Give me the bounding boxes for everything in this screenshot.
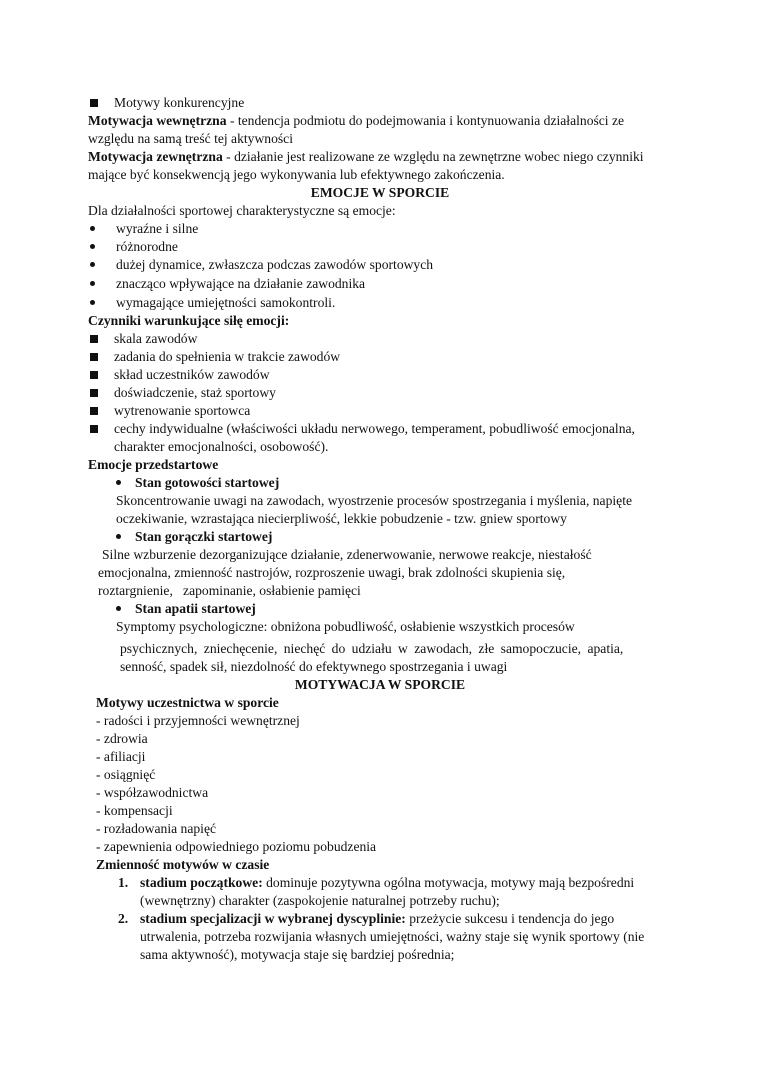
round-bullet-icon bbox=[116, 480, 121, 485]
stage-2-line-3: sama aktywność), motywacja staje się bardziej pośrednia; bbox=[140, 947, 455, 962]
participation-item: - zdrowia bbox=[96, 731, 148, 746]
round-bullet-icon bbox=[90, 262, 95, 267]
readiness-text-2: oczekiwanie, wzrastająca niecierpliwość, lekkie pobudzenie - tzw. gniew sportowy bbox=[116, 511, 567, 526]
apathy-text-3: senność, spadek sił, niezdolność do efektywnego spostrzegania i uwagi bbox=[120, 659, 508, 674]
square-bullet-icon bbox=[90, 371, 98, 379]
stage-1-line-1: 1. stadium początkowe: dominuje pozytywna ogólna motywacja, motywy mają bezpośredni bbox=[118, 875, 635, 890]
emotion-trait-item: wymagające umiejętności samokontroli. bbox=[88, 294, 678, 312]
participation-item: - radości i przyjemności wewnętrznej bbox=[96, 713, 300, 728]
square-bullet-icon bbox=[90, 99, 98, 107]
apathy-text-2: psychicznych, zniechęcenie, niechęć do udziału w zawodach, złe samopoczucie, apatia, bbox=[120, 641, 624, 656]
fever-text-3: roztargnienie, zapominanie, osłabienie pamięci bbox=[98, 583, 361, 598]
round-bullet-icon bbox=[116, 534, 121, 539]
prestart-heading: Emocje przedstartowe bbox=[88, 457, 219, 472]
factor-item: wytrenowanie sportowca bbox=[88, 402, 678, 420]
stage-2-line-1: 2. stadium specjalizacji w wybranej dyscyplinie: przeżycie sukcesu i tendencja do jego bbox=[118, 911, 615, 926]
square-bullet-icon bbox=[90, 335, 98, 343]
square-bullet-icon bbox=[90, 353, 98, 361]
apathy-title: Stan apatii startowej bbox=[116, 600, 706, 618]
factor-item-individual-cont: charakter emocjonalności, osobowość). bbox=[114, 439, 329, 454]
factor-item: zadania do spełnienia w trakcie zawodów bbox=[88, 348, 678, 366]
emotion-trait-item: znacząco wpływające na działanie zawodnika bbox=[88, 275, 678, 293]
participation-item: - kompensacji bbox=[96, 803, 173, 818]
participation-item: - osiągnięć bbox=[96, 767, 156, 782]
heading-motivation-in-sport: MOTYWACJA W SPORCIE bbox=[294, 677, 466, 692]
fever-text-1: Silne wzburzenie dezorganizujące działanie, zdenerwowanie, nerwowe reakcje, niestałość bbox=[102, 547, 592, 562]
emotion-trait-item: wyraźne i silne bbox=[88, 220, 678, 238]
participation-item: - zapewnienia odpowiedniego poziomu pobudzenia bbox=[96, 839, 377, 854]
intrinsic-motivation-line-2: względu na samą treść tej aktywności bbox=[88, 131, 293, 146]
intrinsic-motivation-line-1: Motywacja wewnętrzna - tendencja podmiotu do podejmowania i kontynuowania działalności ze bbox=[88, 113, 625, 128]
readiness-title: Stan gotowości startowej bbox=[116, 474, 706, 492]
round-bullet-icon bbox=[90, 226, 95, 231]
stage-1-line-2: (wewnętrzny) charakter (zaspokojenie naturalnej potrzeby ruchu); bbox=[140, 893, 500, 908]
bullet-competing-motives: Motywy konkurencyjne bbox=[88, 94, 678, 112]
emotion-trait-item: dużej dynamice, zwłaszcza podczas zawodów sportowych bbox=[88, 256, 678, 274]
fever-title: Stan gorączki startowej bbox=[116, 528, 706, 546]
square-bullet-icon bbox=[90, 425, 98, 433]
heading-emotions-in-sport: EMOCJE W SPORCIE bbox=[310, 185, 450, 200]
participation-item: - współzawodnictwa bbox=[96, 785, 209, 800]
apathy-text-1: Symptomy psychologiczne: obniżona pobudliwość, osłabienie wszystkich procesów bbox=[116, 619, 575, 634]
factor-item: skala zawodów bbox=[88, 330, 678, 348]
readiness-text-1: Skoncentrowanie uwagi na zawodach, wyostrzenie procesów spostrzegania i myślenia, napięte bbox=[116, 493, 633, 508]
square-bullet-icon bbox=[90, 389, 98, 397]
variability-heading: Zmienność motywów w czasie bbox=[96, 857, 270, 872]
participation-item: - afiliacji bbox=[96, 749, 146, 764]
stage-2-line-2: utrwalenia, potrzeba rozwijania własnych umiejętności, ważny staje się wynik sportowy (nie bbox=[140, 929, 645, 944]
factor-item-individual: cechy indywidualne (właściwości układu nerwowego, temperament, pobudliwość emocjonalna, bbox=[88, 420, 678, 438]
extrinsic-motivation-line-2: mające być konsekwencją jego wykonywania lub efektywnego zakończenia. bbox=[88, 167, 505, 182]
square-bullet-icon bbox=[90, 407, 98, 415]
round-bullet-icon bbox=[90, 281, 95, 286]
round-bullet-icon bbox=[90, 300, 95, 305]
round-bullet-icon bbox=[116, 606, 121, 611]
emotions-intro: Dla działalności sportowej charakterystyczne są emocje: bbox=[88, 203, 396, 218]
factor-item: doświadczenie, staż sportowy bbox=[88, 384, 678, 402]
round-bullet-icon bbox=[90, 244, 95, 249]
participation-item: - rozładowania napięć bbox=[96, 821, 217, 836]
extrinsic-motivation-line-1: Motywacja zewnętrzna - działanie jest realizowane ze względu na zewnętrzne wobec niego czynniki bbox=[88, 149, 644, 164]
fever-text-2: emocjonalna, zmienność nastrojów, rozproszenie uwagi, brak zdolności skupienia się, bbox=[98, 565, 566, 580]
emotion-trait-item: różnorodne bbox=[88, 238, 678, 256]
participation-heading: Motywy uczestnictwa w sporcie bbox=[96, 695, 279, 710]
factor-item: skład uczestników zawodów bbox=[88, 366, 678, 384]
factors-heading: Czynniki warunkujące siłę emocji: bbox=[88, 313, 290, 328]
